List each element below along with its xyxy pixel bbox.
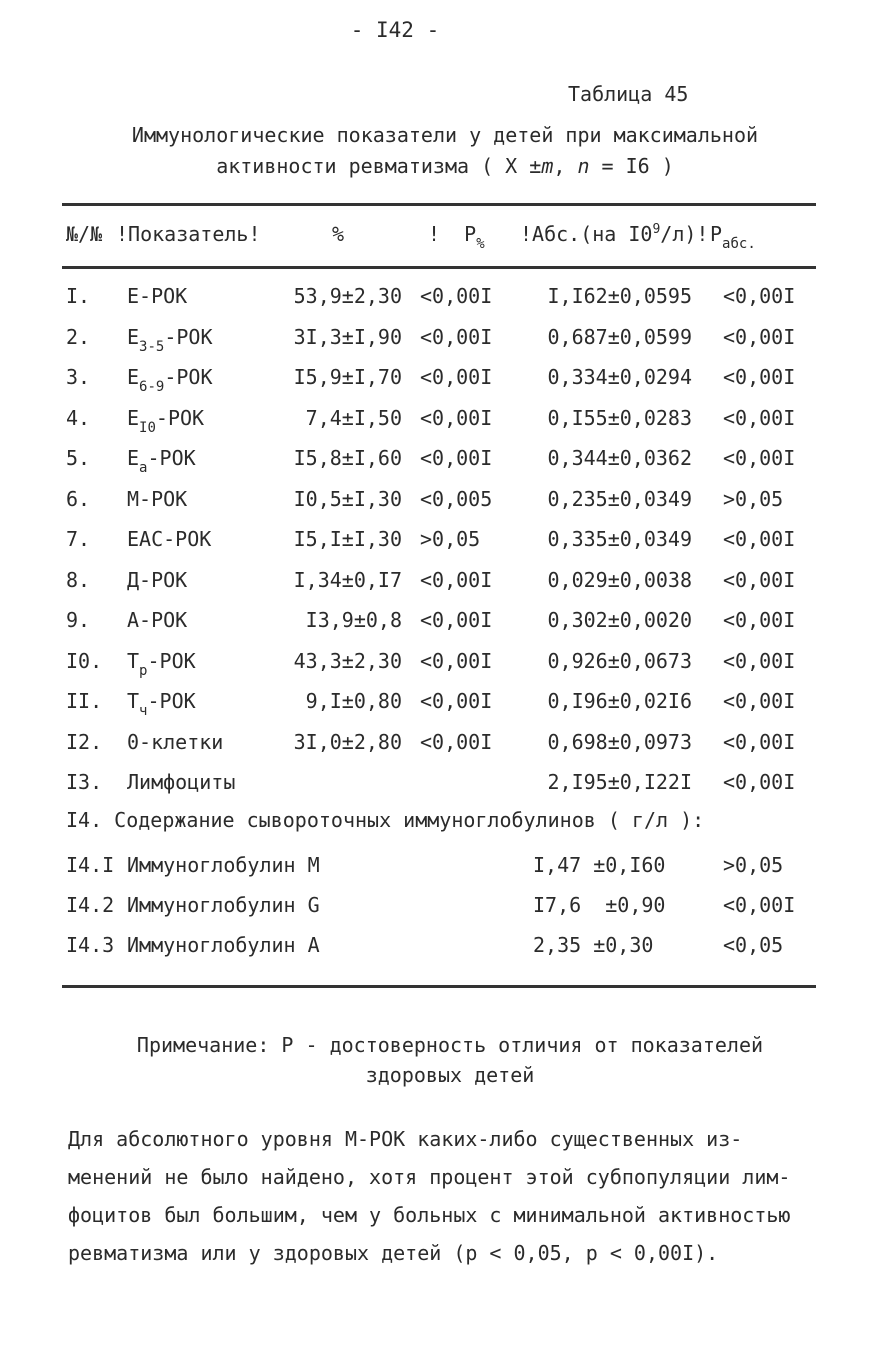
indicator-subscript: 6-9 xyxy=(139,379,165,395)
row-abs: 0,698±0,0973 xyxy=(547,729,692,754)
header-p: P xyxy=(464,222,477,246)
row-indicator: Иммуноглобулин A xyxy=(127,933,320,957)
paragraph-line: фоцитов был большим, чем у больных с минимальной активностью xyxy=(68,1203,791,1227)
header-abs xyxy=(520,222,708,246)
row-indicator xyxy=(127,689,196,719)
row-indicator xyxy=(127,568,187,592)
header-p-abs-p: P xyxy=(710,222,723,246)
row-indicator xyxy=(127,770,235,794)
paragraph-line: ревматизма или у здоровых детей (p < 0,05, p < 0,00I). xyxy=(68,1241,719,1265)
indicator-name: A-POK xyxy=(127,608,188,632)
row-p-abs: <0,00I xyxy=(723,284,796,308)
row-indicator xyxy=(127,648,196,679)
row-number: I2. xyxy=(66,729,103,754)
row-indicator xyxy=(127,284,187,308)
row-p-abs: <0,00I xyxy=(723,446,796,470)
table-number: Таблица 45 xyxy=(568,82,689,106)
indicator-name: E xyxy=(127,405,140,430)
row-number: 2. xyxy=(66,324,91,349)
row-p-abs: <0,05 xyxy=(723,933,784,957)
row-number: 4. xyxy=(66,405,91,430)
row-p-pct: <0,00I xyxy=(420,689,493,713)
row-number: I4.2 xyxy=(66,893,115,917)
row-number: II. xyxy=(66,689,103,713)
row-abs: 2,I95±0,I22I xyxy=(547,770,692,794)
row-number: I3. xyxy=(66,770,103,794)
row-abs: 2,35 ±0,30 xyxy=(533,933,654,957)
row-pct: 7,4±I,50 xyxy=(305,405,402,430)
row-p-pct: <0,005 xyxy=(420,486,493,511)
table-header xyxy=(0,222,881,258)
row-pct: 3I,3±I,90 xyxy=(293,324,402,349)
row-indicator xyxy=(127,487,187,511)
row-indicator xyxy=(127,527,211,551)
row-p-pct: <0,00I xyxy=(420,567,493,592)
row-number: 8. xyxy=(66,567,91,592)
row-p-abs: <0,00I xyxy=(723,567,796,592)
row-p-pct: <0,00I xyxy=(420,324,493,349)
title-pm: ± xyxy=(529,154,542,178)
row-indicator xyxy=(127,405,205,436)
row-p-pct: <0,00I xyxy=(420,284,493,308)
row-p-pct: <0,00I xyxy=(420,608,493,632)
row-p-pct: <0,00I xyxy=(420,446,493,470)
paragraph-line: менений не было найдено, хотя процент этой субпопуляции лим- xyxy=(68,1165,791,1189)
title-n: n xyxy=(577,154,590,178)
row-pct: I5,9±I,70 xyxy=(293,365,402,389)
indicator-name: E xyxy=(127,446,140,470)
row-indicator: Иммуноглобулин M xyxy=(127,853,320,877)
row-p-pct: <0,00I xyxy=(420,729,493,754)
header-abs-sup: 9 xyxy=(652,222,661,237)
indicator-name: M-POK xyxy=(127,486,188,511)
row-number: 7. xyxy=(66,527,91,551)
row-abs: I,47 ±0,I60 xyxy=(533,853,666,877)
row-pct: 9,I±0,80 xyxy=(305,689,402,713)
note-line1: Примечание: P - достоверность отличия от показателей xyxy=(136,1033,764,1057)
indicator-suffix: -POK xyxy=(155,405,205,430)
row-pct: 43,3±2,30 xyxy=(293,648,402,673)
title-sep: , xyxy=(553,154,578,178)
row-abs: 0,344±0,0362 xyxy=(547,446,692,470)
row-p-pct: <0,00I xyxy=(420,365,493,389)
row-abs: 0,I55±0,0283 xyxy=(547,405,692,430)
row-p-abs: <0,00I xyxy=(723,365,796,389)
row-p-abs: <0,00I xyxy=(723,770,796,794)
title-text: активности ревматизма ( X xyxy=(216,154,530,178)
paragraph-line: Для абсолютного уровня M-POK каких-либо существенных из- xyxy=(68,1127,743,1151)
table-title-line2 xyxy=(60,151,830,182)
indicator-name: Лимфоциты xyxy=(127,770,236,794)
row-pct: I,34±0,I7 xyxy=(293,567,402,592)
header-indicator: !Показатель! xyxy=(116,222,261,246)
body-paragraph xyxy=(68,1120,820,1272)
indicator-suffix: -POK xyxy=(164,324,213,349)
row-pct: I3,9±0,8 xyxy=(305,608,402,632)
header-p-abs-sub: абс. xyxy=(722,236,756,252)
indicator-subscript: 3-5 xyxy=(139,338,165,355)
row-pct: 3I,0±2,80 xyxy=(293,729,402,754)
row-abs: 0,302±0,0020 xyxy=(547,608,692,632)
row-number: I0. xyxy=(66,648,103,673)
row-p-abs: >0,05 xyxy=(723,853,784,877)
row-number: I4.3 xyxy=(66,933,115,957)
row-abs: 0,I96±0,02I6 xyxy=(547,689,692,713)
indicator-subscript: ч xyxy=(139,703,148,719)
indicator-suffix: -POK xyxy=(147,446,196,470)
indicator-name: E-POK xyxy=(127,284,188,308)
row-indicator xyxy=(127,730,223,754)
row-abs: 0,029±0,0038 xyxy=(547,567,692,592)
row-p-abs: >0,05 xyxy=(723,486,784,511)
title-n-value: = I6 ) xyxy=(589,154,674,178)
indicator-suffix: -POK xyxy=(147,689,196,713)
header-p-pct xyxy=(428,222,485,252)
note-line2: здоровых детей xyxy=(365,1063,535,1087)
page-number: - I42 - xyxy=(350,18,440,42)
row-pct: 53,9±2,30 xyxy=(293,284,402,308)
row-abs: 0,334±0,0294 xyxy=(547,365,692,389)
indicator-name: T xyxy=(127,689,140,713)
indicator-subscript: I0 xyxy=(139,419,156,436)
row-indicator: Иммуноглобулин G xyxy=(127,893,320,917)
header-abs-post: /л)! xyxy=(660,222,709,246)
row-pct: I5,I±I,30 xyxy=(293,527,402,551)
row-p-abs: <0,00I xyxy=(723,648,796,673)
row-indicator xyxy=(127,608,187,632)
header-bang: ! xyxy=(428,222,441,246)
row-p-abs: <0,00I xyxy=(723,689,796,713)
row-indicator xyxy=(127,324,213,355)
row-number: I. xyxy=(66,284,91,308)
row-number: 5. xyxy=(66,446,91,470)
title-m: m xyxy=(541,154,554,178)
row-p-abs: <0,00I xyxy=(723,729,796,754)
row-number: I4.I xyxy=(66,853,115,877)
header-abs-pre: !Абс.(на I0 xyxy=(520,222,653,246)
row-abs: 0,926±0,0673 xyxy=(547,648,692,673)
indicator-suffix: -POK xyxy=(164,365,213,389)
row-indicator xyxy=(127,446,196,476)
indicator-name: E xyxy=(127,365,140,389)
row-p-pct: >0,05 xyxy=(420,527,481,551)
indicator-name: Д-POK xyxy=(127,567,188,592)
row-p-pct: <0,00I xyxy=(420,405,493,430)
header-num: №/№ xyxy=(66,222,103,246)
table-bottom-rule xyxy=(62,985,816,988)
indicator-name: T xyxy=(127,648,140,673)
indicator-name: E xyxy=(127,324,140,349)
row-p-abs: <0,00I xyxy=(723,405,796,430)
indicator-suffix: -POK xyxy=(147,648,196,673)
table-header-rule xyxy=(62,266,816,269)
row-p-abs: <0,00I xyxy=(723,527,796,551)
row-abs: 0,335±0,0349 xyxy=(547,527,692,551)
row-number: 9. xyxy=(66,608,91,632)
indicator-name: 0-клетки xyxy=(127,729,224,754)
row-number: 6. xyxy=(66,486,91,511)
indicator-subscript: p xyxy=(139,662,148,679)
row-indicator xyxy=(127,365,213,395)
indicator-name: EAC-POK xyxy=(127,527,212,551)
row-p-abs: <0,00I xyxy=(723,608,796,632)
indicator-subscript: a xyxy=(139,460,148,476)
header-p-abs xyxy=(710,222,756,252)
row-abs: 0,687±0,0599 xyxy=(547,324,692,349)
row-p-abs: <0,00I xyxy=(723,893,796,917)
table-title-line1: Иммунологические показатели у детей при максимальной xyxy=(131,123,759,147)
header-p-pct-sub: % xyxy=(476,236,485,252)
section-14-heading: I4. Содержание сывороточных иммуноглобулинов ( г/л ): xyxy=(66,808,705,832)
row-pct: I5,8±I,60 xyxy=(293,446,402,470)
header-pct: % xyxy=(332,222,345,246)
row-p-abs: <0,00I xyxy=(723,324,796,349)
row-abs: I7,6 ±0,90 xyxy=(533,893,666,917)
row-abs: I,I62±0,0595 xyxy=(547,284,692,308)
row-p-pct: <0,00I xyxy=(420,648,493,673)
row-number: 3. xyxy=(66,365,91,389)
table-top-rule xyxy=(62,203,816,206)
row-pct: I0,5±I,30 xyxy=(293,486,402,511)
row-abs: 0,235±0,0349 xyxy=(547,486,692,511)
